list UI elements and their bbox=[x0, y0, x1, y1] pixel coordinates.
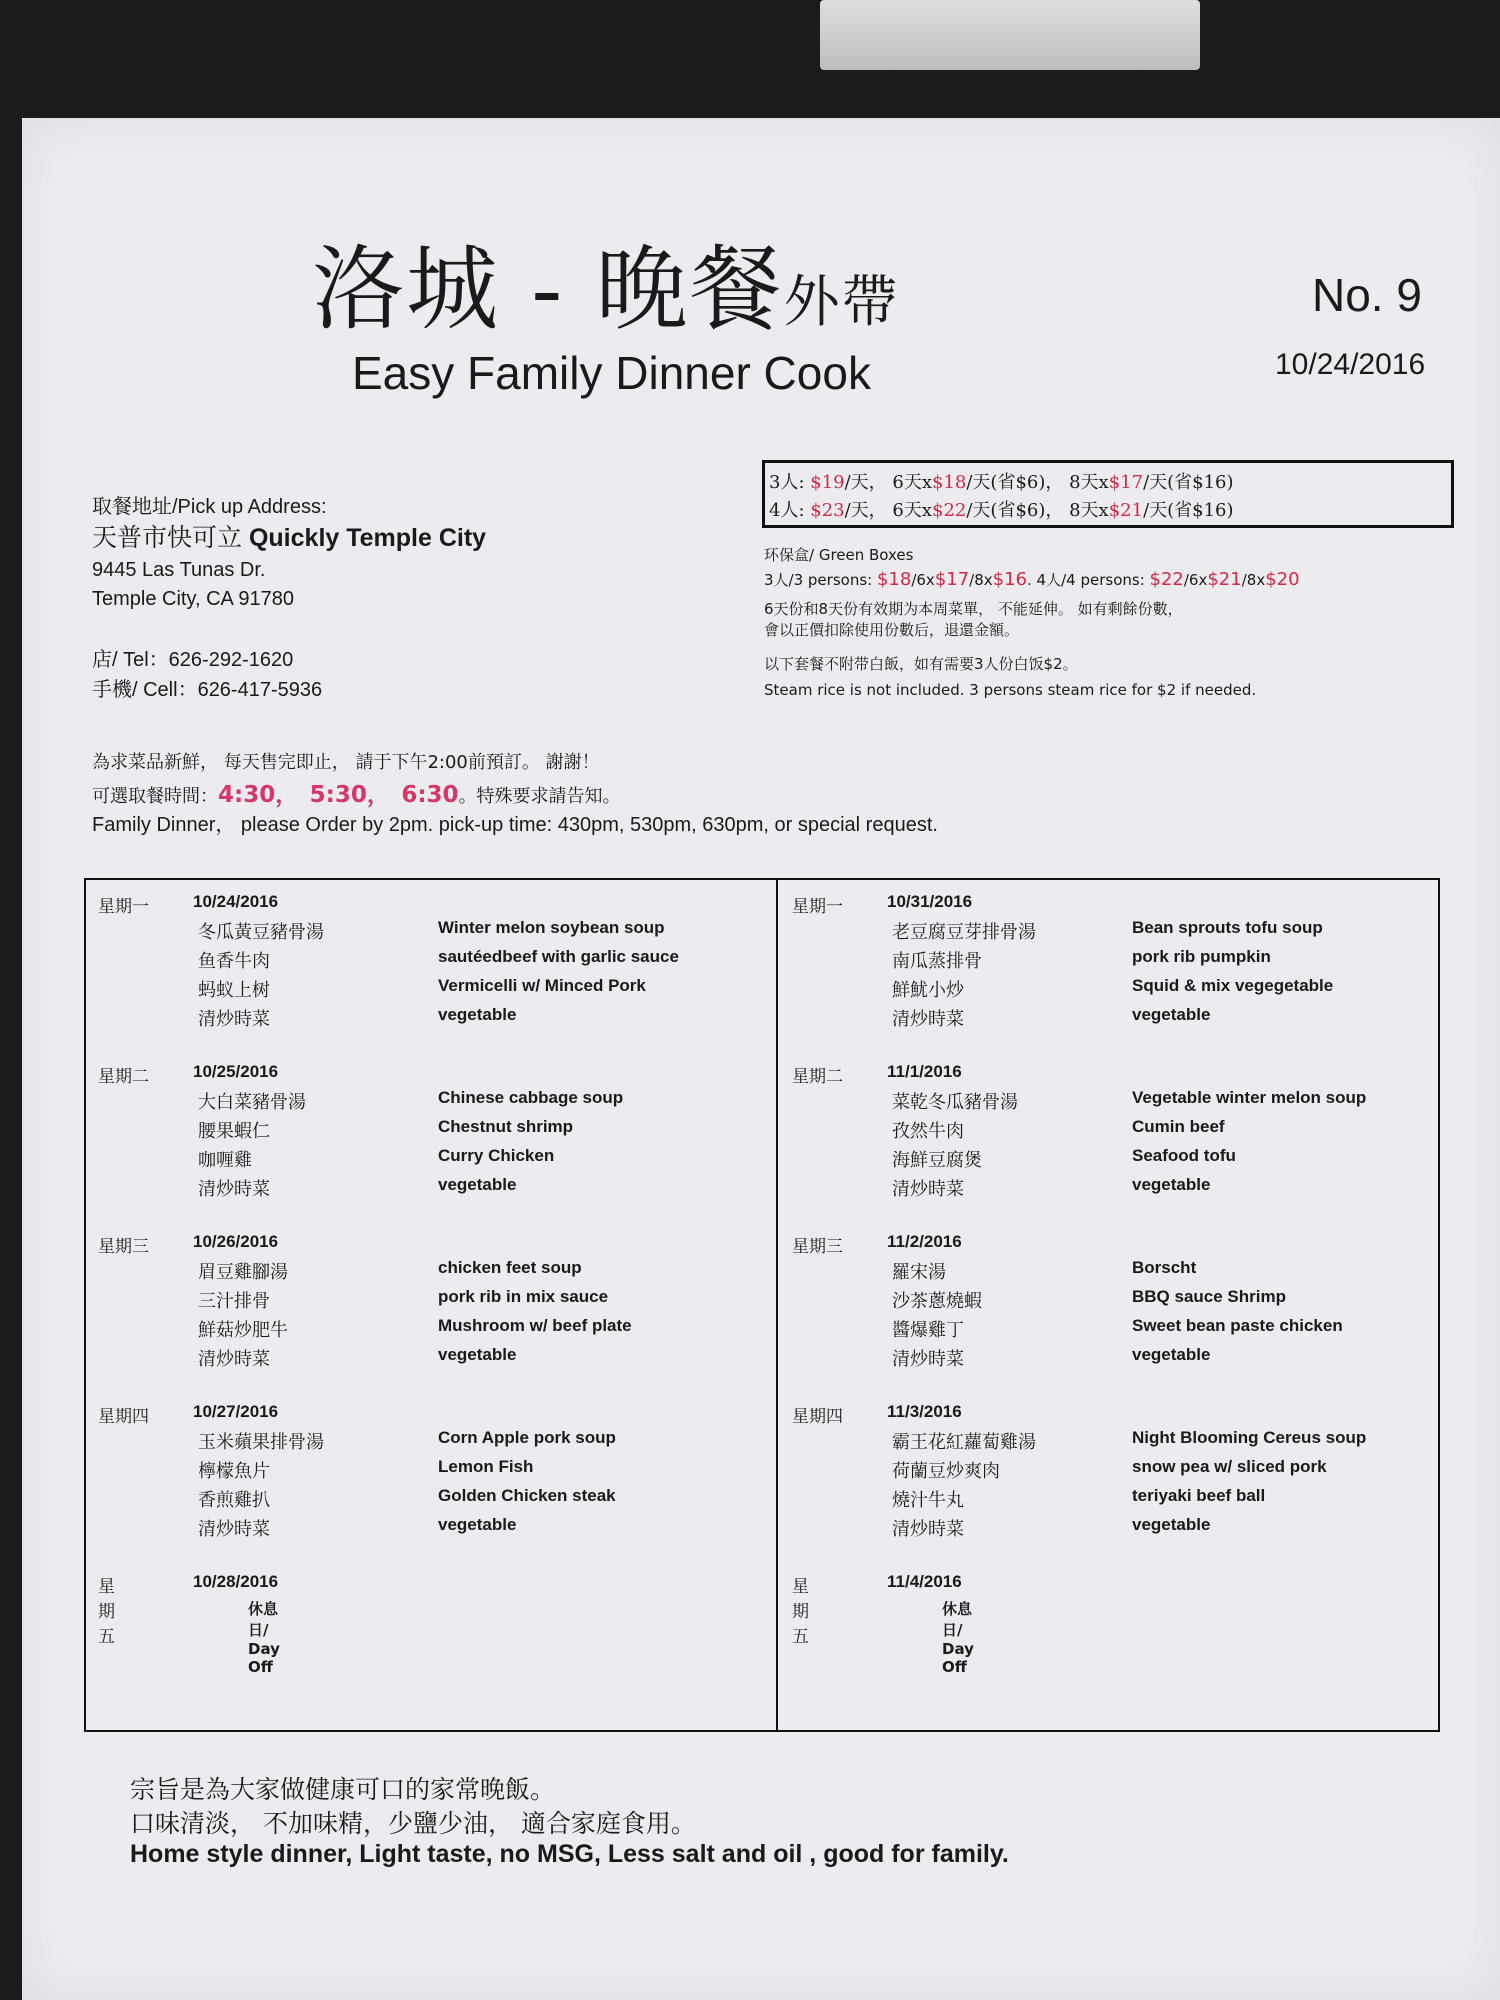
dish-name-cn: 香煎雞扒 bbox=[198, 1490, 270, 1511]
dish-name-en: Mushroom w/ beef plate bbox=[438, 1316, 632, 1335]
weekday: 星期三 bbox=[98, 1237, 149, 1257]
dish-name-en: pork rib pumpkin bbox=[1132, 947, 1271, 966]
dish-name-en: Chinese cabbage soup bbox=[438, 1088, 624, 1107]
day-block bbox=[98, 1402, 738, 1552]
dish-name-en: vegetable bbox=[1132, 1515, 1211, 1534]
pickup-cell: 手機/ Cell：626-417-5936 bbox=[92, 679, 323, 701]
glare bbox=[820, 0, 1200, 70]
dish-name-cn: 菜乾冬瓜豬骨湯 bbox=[892, 1092, 1018, 1113]
dish-name-cn: 羅宋湯 bbox=[892, 1262, 946, 1283]
dish-name-cn: 沙茶蔥燒蝦 bbox=[892, 1291, 982, 1312]
dish-name-cn: 清炒時菜 bbox=[198, 1179, 270, 1200]
dish-name-cn: 咖喱雞 bbox=[198, 1150, 252, 1171]
footer-mission-cn: 宗旨是為大家做健康可口的家常晚飯。 bbox=[130, 1775, 556, 1804]
dish-name-cn: 鱼香牛肉 bbox=[198, 951, 270, 972]
dish-name-en: Cumin beef bbox=[1132, 1117, 1225, 1136]
weekday: 星期三 bbox=[792, 1237, 843, 1257]
day-block bbox=[98, 1062, 738, 1212]
dish-name-cn: 清炒時菜 bbox=[892, 1009, 964, 1030]
weekday: 星期一 bbox=[98, 897, 149, 917]
weekday: 星期四 bbox=[98, 1407, 149, 1427]
dish-name-en: sautéedbeef with garlic sauce bbox=[438, 947, 679, 966]
dish-name-cn: 醬爆雞丁 bbox=[892, 1320, 964, 1341]
pickup-tel: 店/ Tel：626-292-1620 bbox=[92, 649, 294, 671]
title-cn-suffix: 外帶 bbox=[783, 270, 900, 335]
day-block bbox=[792, 1402, 1432, 1552]
dish-name-en: chicken feet soup bbox=[438, 1258, 582, 1277]
day-date: 11/4/2016 bbox=[887, 1572, 962, 1591]
footer-en: Home style dinner, Light taste, no MSG, Less salt and oil , good for family. bbox=[130, 1840, 1009, 1868]
dish-name-cn: 孜然牛肉 bbox=[892, 1121, 964, 1142]
weekday: 星期一 bbox=[792, 897, 843, 917]
dish-name-cn: 南瓜蒸排骨 bbox=[892, 951, 982, 972]
price-row-3-persons: 3人: $19/天， 6天x$18/天(省$6)， 8天x$17/天(省$16) bbox=[769, 472, 1234, 493]
dish-name-en: Seafood tofu bbox=[1132, 1146, 1236, 1165]
dish-name-en: Vegetable winter melon soup bbox=[1132, 1088, 1367, 1107]
dish-name-en: Golden Chicken steak bbox=[438, 1486, 616, 1505]
issue-number: No. 9 bbox=[1312, 269, 1422, 321]
pickup-city: Temple City, CA 91780 bbox=[92, 588, 294, 610]
rice-note-en: Steam rice is not included. 3 persons steam rice for $2 if needed. bbox=[764, 681, 1257, 699]
day-date: 10/27/2016 bbox=[193, 1402, 279, 1421]
pickup-time: 5:30， bbox=[309, 782, 390, 808]
dish-name-cn: 鮮魷小炒 bbox=[892, 980, 964, 1001]
dish-name-cn: 清炒時菜 bbox=[892, 1179, 964, 1200]
dish-name-en: Curry Chicken bbox=[438, 1146, 555, 1165]
dish-name-en: vegetable bbox=[438, 1515, 517, 1534]
weekday: 星期五 bbox=[792, 1577, 809, 1647]
dish-name-cn: 清炒時菜 bbox=[198, 1009, 270, 1030]
dish-name-cn: 鮮菇炒肥牛 bbox=[198, 1320, 288, 1341]
dish-name-en: vegetable bbox=[438, 1175, 517, 1194]
dish-name-en: Borscht bbox=[1132, 1258, 1197, 1277]
validity-note-2: 會以正價扣除使用份數后，退還金額。 bbox=[764, 621, 1020, 639]
pickup-label: 取餐地址/Pick up Address: bbox=[92, 496, 327, 518]
dish-name-cn: 老豆腐豆芽排骨湯 bbox=[892, 922, 1036, 943]
day-date: 11/3/2016 bbox=[887, 1402, 962, 1421]
dish-name-cn: 清炒時菜 bbox=[198, 1349, 270, 1370]
order-note-en: Family Dinner， please Order by 2pm. pick-up time: 430pm, 530pm, 630pm, or special request. bbox=[92, 814, 938, 836]
dish-name-en: Bean sprouts tofu soup bbox=[1132, 918, 1323, 937]
dish-name-cn: 清炒時菜 bbox=[198, 1519, 270, 1540]
dish-name-en: vegetable bbox=[438, 1005, 517, 1024]
dish-name-cn: 三汁排骨 bbox=[198, 1291, 270, 1312]
day-off-label: 休息日/ Day Off bbox=[942, 1600, 974, 1676]
validity-note-1: 6天份和8天份有效期为本周菜單， 不能延伸。 如有剩餘份數， bbox=[764, 600, 1183, 618]
dish-name-en: vegetable bbox=[1132, 1175, 1211, 1194]
dish-name-en: teriyaki beef ball bbox=[1132, 1486, 1266, 1505]
dish-name-en: vegetable bbox=[1132, 1005, 1211, 1024]
issue-date: 10/24/2016 bbox=[1275, 348, 1426, 381]
pickup-street: 9445 Las Tunas Dr. bbox=[92, 559, 266, 581]
menu-sheet bbox=[22, 118, 1500, 2000]
day-date: 11/2/2016 bbox=[887, 1232, 962, 1251]
price-row-4-persons: 4人: $23/天， 6天x$22/天(省$6)， 8天x$21/天(省$16) bbox=[769, 500, 1234, 521]
dish-name-en: vegetable bbox=[438, 1345, 517, 1364]
day-block bbox=[98, 1232, 738, 1382]
dish-name-en: BBQ sauce Shrimp bbox=[1132, 1287, 1286, 1306]
dish-name-en: Corn Apple pork soup bbox=[438, 1428, 616, 1447]
dish-name-en: snow pea w/ sliced pork bbox=[1132, 1457, 1327, 1476]
pickup-times-cn: 可選取餐時間：4:30， 5:30， 6:30。特殊要求請告知。 bbox=[92, 782, 621, 808]
dish-name-en: pork rib in mix sauce bbox=[438, 1287, 609, 1306]
day-date: 11/1/2016 bbox=[887, 1062, 962, 1081]
weekday: 星期二 bbox=[98, 1067, 149, 1087]
dish-name-cn: 蚂蚁上树 bbox=[198, 980, 270, 1001]
dish-name-cn: 眉豆雞腳湯 bbox=[198, 1262, 288, 1283]
dish-name-cn: 燒汁牛丸 bbox=[892, 1490, 964, 1511]
pickup-time: 6:30 bbox=[401, 782, 459, 808]
day-date: 10/25/2016 bbox=[193, 1062, 279, 1081]
dish-name-cn: 荷蘭豆炒爽肉 bbox=[892, 1461, 1000, 1482]
dish-name-cn: 清炒時菜 bbox=[892, 1349, 964, 1370]
day-off-label: 休息日/ Day Off bbox=[248, 1600, 280, 1676]
dish-name-cn: 大白菜豬骨湯 bbox=[198, 1092, 306, 1113]
weekday: 星期五 bbox=[98, 1577, 115, 1647]
day-date: 10/31/2016 bbox=[887, 892, 973, 911]
dish-name-en: Chestnut shrimp bbox=[438, 1117, 574, 1136]
dish-name-en: Lemon Fish bbox=[438, 1457, 534, 1476]
day-block bbox=[792, 1232, 1432, 1382]
dish-name-cn: 清炒時菜 bbox=[892, 1519, 964, 1540]
dish-name-cn: 霸王花紅蘿蔔雞湯 bbox=[892, 1432, 1036, 1453]
day-date: 10/24/2016 bbox=[193, 892, 279, 911]
dish-name-cn: 檸檬魚片 bbox=[198, 1461, 270, 1482]
dish-name-cn: 冬瓜黃豆豬骨湯 bbox=[198, 922, 324, 943]
dish-name-en: Vermicelli w/ Minced Pork bbox=[438, 976, 646, 995]
day-block bbox=[792, 892, 1432, 1042]
pickup-time: 4:30， bbox=[218, 782, 299, 808]
dish-name-cn: 腰果蝦仁 bbox=[198, 1121, 270, 1142]
footer-taste-cn: 口味清淡， 不加味精，少鹽少油， 適合家庭食用。 bbox=[130, 1809, 696, 1838]
green-box-label: 环保盒/ Green Boxes bbox=[764, 546, 914, 564]
dish-name-cn: 玉米蘋果排骨湯 bbox=[198, 1432, 324, 1453]
column-divider bbox=[776, 880, 778, 1730]
price-box bbox=[762, 460, 1454, 528]
day-date: 10/28/2016 bbox=[193, 1572, 279, 1591]
dish-name-en: Winter melon soybean soup bbox=[438, 918, 665, 937]
dish-name-en: vegetable bbox=[1132, 1345, 1211, 1364]
day-date: 10/26/2016 bbox=[193, 1232, 279, 1251]
menu-table bbox=[84, 878, 1440, 1732]
pickup-name: 天普市快可立 Quickly Temple City bbox=[92, 523, 487, 552]
day-block bbox=[98, 892, 738, 1042]
order-note-cn: 為求菜品新鮮， 每天售完即止， 請于下午2:00前預訂。 謝謝！ bbox=[92, 752, 600, 773]
dish-name-cn: 海鮮豆腐煲 bbox=[892, 1150, 982, 1171]
green-box-prices: 3人/3 persons: $18/6x$17/8x$16. 4人/4 persons: $22/6x$21/8x$20 bbox=[764, 569, 1300, 590]
weekday: 星期四 bbox=[792, 1407, 843, 1427]
weekday: 星期二 bbox=[792, 1067, 843, 1087]
dish-name-en: Squid & mix vegegetable bbox=[1132, 976, 1334, 995]
dish-name-en: Sweet bean paste chicken bbox=[1132, 1316, 1343, 1335]
title-cn: 洛城 - 晚餐外帶 bbox=[312, 236, 900, 343]
dish-name-en: Night Blooming Cereus soup bbox=[1132, 1428, 1367, 1447]
title-en: Easy Family Dinner Cook bbox=[352, 347, 871, 399]
day-block bbox=[792, 1062, 1432, 1212]
rice-note-cn: 以下套餐不附带白飯，如有需要3人份白饭$2。 bbox=[764, 655, 1078, 673]
